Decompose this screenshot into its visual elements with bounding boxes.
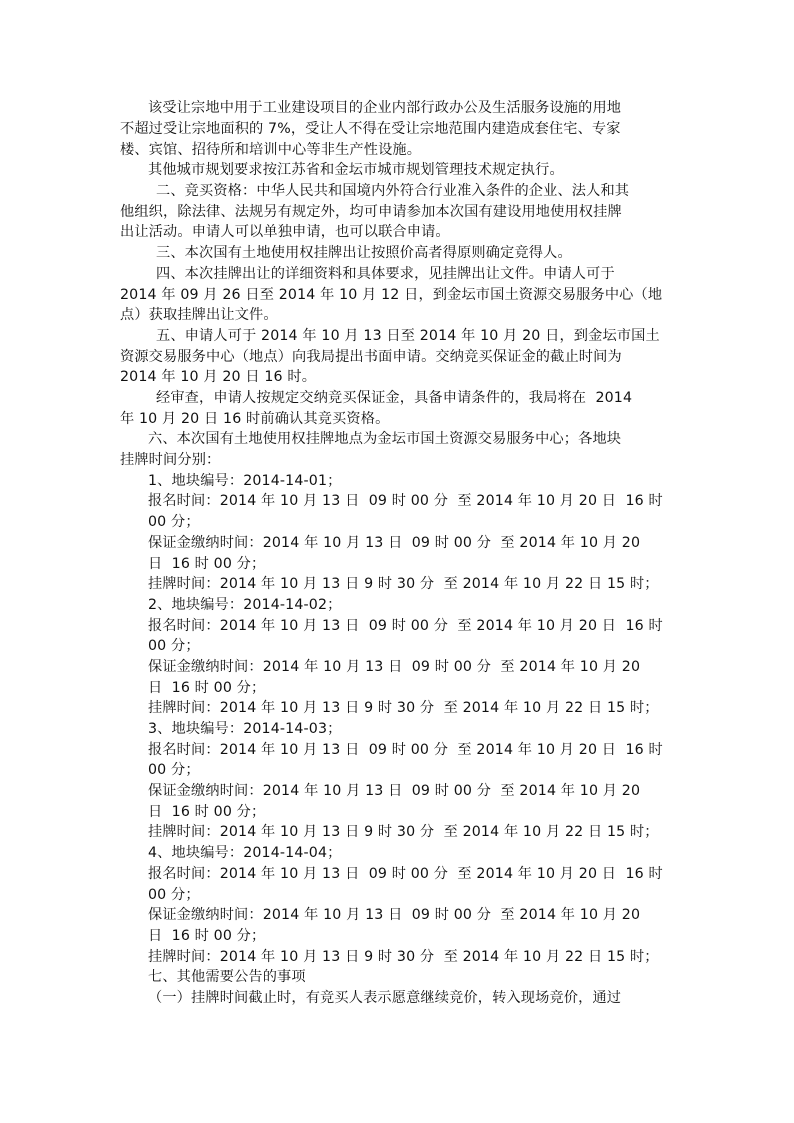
text-line: （一）挂牌时间截止时，有竞买人表示愿意继续竞价，转入现场竞价，通过 xyxy=(148,990,622,1006)
text-line: 保证金缴纳时间：2014 年 10 月 13 日 09 时 00 分 至 2014 年 10 月 20 xyxy=(148,535,641,551)
text-line: 保证金缴纳时间：2014 年 10 月 13 日 09 时 00 分 至 2014 年 10 月 20 xyxy=(148,907,641,923)
text-line: 00 分； xyxy=(148,514,200,530)
text-line: 报名时间：2014 年 10 月 13 日 09 时 00 分 至 2014 年 10 月 20 日 16 时 xyxy=(148,618,663,634)
text-line: 挂牌时间：2014 年 10 月 13 日 9 时 30 分 至 2014 年 10 月 22 日 15 时； xyxy=(148,700,659,716)
text-line: 00 分； xyxy=(148,762,200,778)
text-line: 二、竞买资格：中华人民共和国境内外符合行业准入条件的企业、法人和其 xyxy=(156,183,630,199)
text-line: 该受让宗地中用于工业建设项目的企业内部行政办公及生活服务设施的用地 xyxy=(148,100,622,116)
text-line: 2、地块编号：2014-14-02； xyxy=(148,597,342,613)
text-line: 他组织，除法律、法规另有规定外，均可申请参加本次国有建设用地使用权挂牌 xyxy=(120,204,622,220)
text-line: 1、地块编号：2014-14-01； xyxy=(148,473,342,489)
text-line: 资源交易服务中心（地点）向我局提出书面申请。交纳竞买保证金的截止时间为 xyxy=(120,349,622,365)
text-line: 不超过受让宗地面积的 7%，受让人不得在受让宗地范围内建造成套住宅、专家 xyxy=(120,121,621,137)
text-line: 经审查，申请人按规定交纳竞买保证金，具备申请条件的，我局将在 2014 xyxy=(156,390,633,406)
text-line: 五、申请人可于 2014 年 10 月 13 日至 2014 年 10 月 20 日，到金坛市国土 xyxy=(156,328,660,344)
text-line: 出让活动。申请人可以单独申请，也可以联合申请。 xyxy=(120,224,450,240)
text-line: 挂牌时间：2014 年 10 月 13 日 9 时 30 分 至 2014 年 10 月 22 日 15 时； xyxy=(148,949,659,965)
text-line: 其他城市规划要求按江苏省和金坛市城市规划管理技术规定执行。 xyxy=(148,162,564,178)
text-line: 日 16 时 00 分； xyxy=(148,680,266,696)
text-line: 楼、宾馆、招待所和培训中心等非生产性设施。 xyxy=(120,142,422,158)
text-line: 3、地块编号：2014-14-03； xyxy=(148,721,342,737)
text-line: 挂牌时间：2014 年 10 月 13 日 9 时 30 分 至 2014 年 10 月 22 日 15 时； xyxy=(148,576,659,592)
text-line: 报名时间：2014 年 10 月 13 日 09 时 00 分 至 2014 年 10 月 20 日 16 时 xyxy=(148,866,663,882)
text-line: 七、其他需要公告的事项 xyxy=(148,969,306,985)
text-line: 00 分； xyxy=(148,887,200,903)
text-line: 三、本次国有土地使用权挂牌出让按照价高者得原则确定竞得人。 xyxy=(156,245,572,261)
text-line: 报名时间：2014 年 10 月 13 日 09 时 00 分 至 2014 年 10 月 20 日 16 时 xyxy=(148,493,663,509)
text-line: 保证金缴纳时间：2014 年 10 月 13 日 09 时 00 分 至 2014 年 10 月 20 xyxy=(148,659,641,675)
text-line: 六、本次国有土地使用权挂牌地点为金坛市国土资源交易服务中心；各地块 xyxy=(148,431,622,447)
text-line: 日 16 时 00 分； xyxy=(148,804,266,820)
text-line: 日 16 时 00 分； xyxy=(148,556,266,572)
text-line: 四、本次挂牌出让的详细资料和具体要求，见挂牌出让文件。申请人可于 xyxy=(156,266,615,282)
text-line: 保证金缴纳时间：2014 年 10 月 13 日 09 时 00 分 至 2014 年 10 月 20 xyxy=(148,783,641,799)
text-line: 点）获取挂牌出让文件。 xyxy=(120,307,278,323)
text-line: 挂牌时间分别： xyxy=(120,452,221,468)
text-line: 报名时间：2014 年 10 月 13 日 09 时 00 分 至 2014 年 10 月 20 日 16 时 xyxy=(148,742,663,758)
text-line: 日 16 时 00 分； xyxy=(148,928,266,944)
text-line: 2014 年 10 月 20 日 16 时。 xyxy=(120,369,317,385)
text-line: 4、地块编号：2014-14-04； xyxy=(148,845,342,861)
text-line: 挂牌时间：2014 年 10 月 13 日 9 时 30 分 至 2014 年 10 月 22 日 15 时； xyxy=(148,824,659,840)
text-line: 00 分； xyxy=(148,638,200,654)
text-line: 2014 年 09 月 26 日至 2014 年 10 月 12 日，到金坛市国土资源交易服务中心（地 xyxy=(120,287,663,303)
text-line: 年 10 月 20 日 16 时前确认其竞买资格。 xyxy=(120,411,390,427)
